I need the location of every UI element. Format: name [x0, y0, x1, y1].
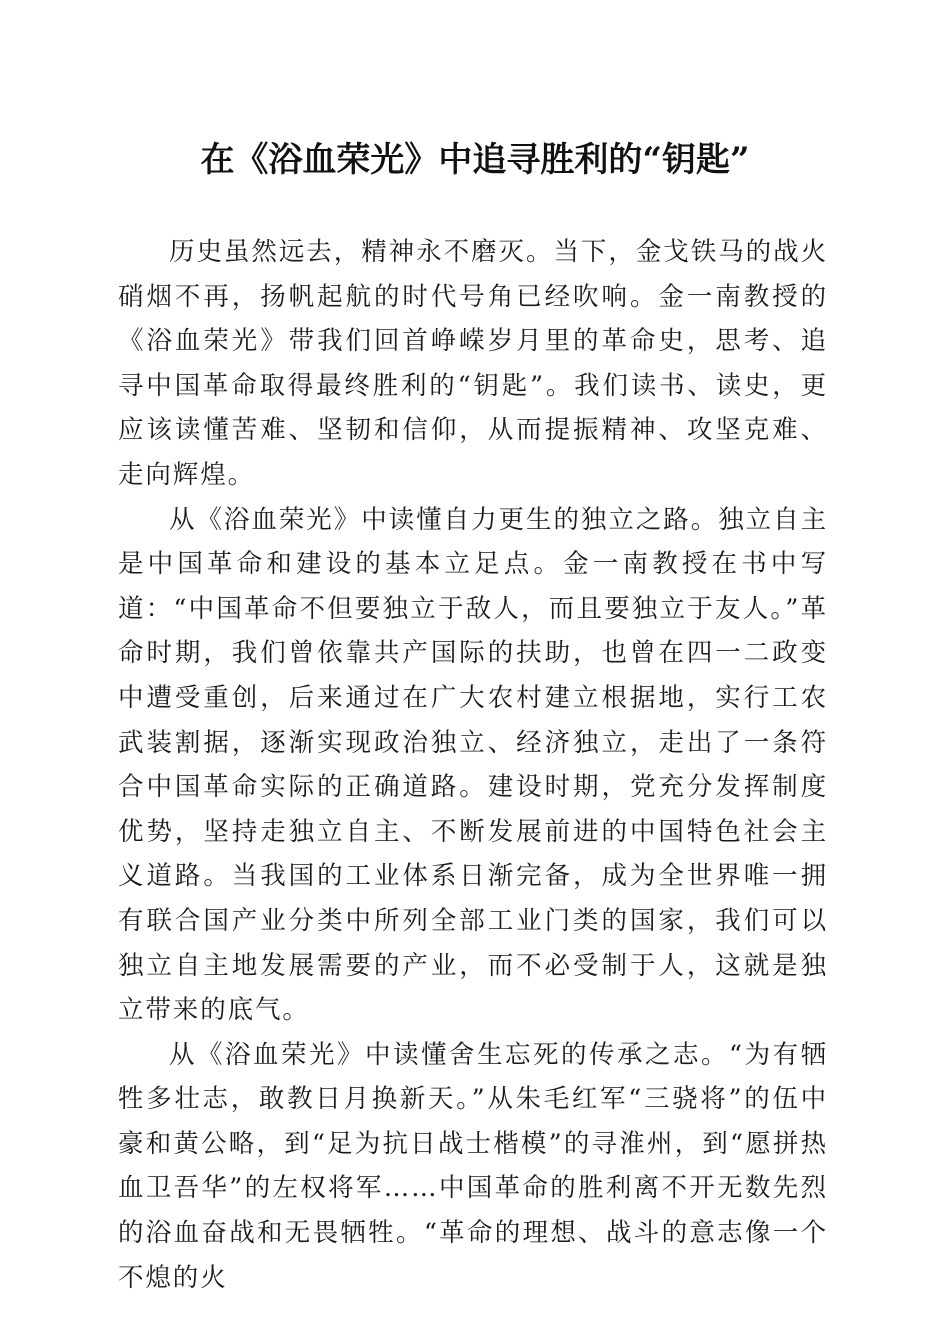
- paragraph-intro: 历史虽然远去，精神永不磨灭。当下，金戈铁马的战火硝烟不再，扬帆起航的时代号角已经吹响。金一南教授的《浴血荣光》带我们回首峥嵘岁月里的革命史，思考、追寻中国革命取得最终胜利的“钥匙”。我们读书、读史，更应该读懂苦难、坚韧和信仰，从而提振精神、攻坚克难、走向辉煌。: [118, 237, 828, 490]
- paragraph-sacrifice: 从《浴血荣光》中读懂舍生忘死的传承之志。“为有牺牲多壮志，敢教日月换新天。”从朱毛红军“三骁将”的伍中豪和黄公略，到“足为抗日战士楷模”的寻淮州，到“愿拼热血卫吾华”的左权将军……中国革命的胜利离不开无数先烈的浴血奋战和无畏牺牲。“革命的理想、战斗的意志像一个不熄的火: [118, 1039, 828, 1293]
- document-title: 在《浴血荣光》中追寻胜利的“钥匙”: [200, 140, 750, 180]
- document-body: [118, 230, 828, 1300]
- paragraph-independence: 从《浴血荣光》中读懂自力更生的独立之路。独立自主是中国革命和建设的基本立足点。金一南教授在书中写道：“中国革命不但要独立于敌人，而且要独立于友人。”革命时期，我们曾依靠共产国际的扶助，也曾在四一二政变中遭受重创，后来通过在广大农村建立根据地，实行工农武装割据，逐渐实现政治独立、经济独立，走出了一条符合中国革命实际的正确道路。建设时期，党充分发挥制度优势，坚持走独立自主、不断发展前进的中国特色社会主义道路。当我国的工业体系日渐完备，成为全世界唯一拥有联合国产业分类中所列全部工业门类的国家，我们可以独立自主地发展需要的产业，而不必受制于人，这就是独立带来的底气。: [118, 504, 828, 1026]
